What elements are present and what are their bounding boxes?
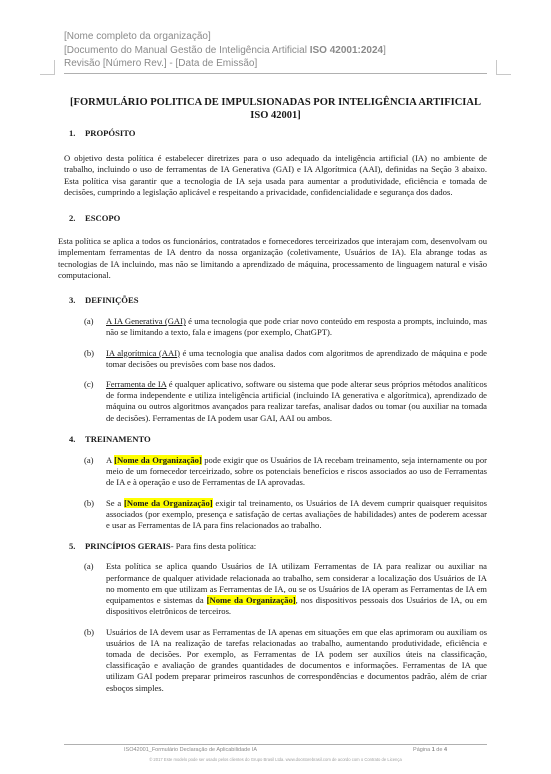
- list-item: (a) Esta política se aplica quando Usuários de IA utilizam Ferramentas de IA para realizar ou auxiliar na performance de qualquer atividade relacionada ao trabalho, sem considerar a localização dos Usuários de IA no momento em que utilizam as Ferramentas de IA, ou se os Usuários de IA operam as Ferramentas de IA em equipamentos e sistemas da [Nome da Organização], nos dispositivos pessoais dos Usuários de IA, ou em dispositivos eletrônicos de terceiros.: [84, 561, 488, 617]
- section-paragraph: Esta política se aplica a todos os funcionários, contratados e fornecedores terceirizados que interajam com, desenvolvam ou implementam ferramentas de IA dentro da nossa organização (coletivamente, Usuários de IA). Ela abrange todas as tecnologias de IA incluindo, mas não se limitando a aprendizado de máquina, processamento de linguagem natural e visão computacional.: [58, 236, 487, 280]
- header-doc: [Documento do Manual Gestão de Inteligência Artificial ISO 42001:2024]: [64, 44, 386, 56]
- margin-corner-mark: [40, 60, 55, 75]
- header-revision: Revisão [Número Rev.] - [Data de Emissão]: [64, 58, 258, 69]
- document-body: [58, 128, 488, 694]
- section-heading: 3. DEFINIÇÕES: [69, 295, 139, 306]
- page-footer: [64, 744, 487, 756]
- header-divider: [64, 73, 487, 74]
- org-name-placeholder: [Nome da Organização]: [124, 497, 213, 508]
- list-item: (a) A [Nome da Organização] pode exigir que os Usuários de IA recebam treinamento, seja internamente ou por meio de um fornecedor terceirizado, sobre os potenciais benefícios e riscos associados ao uso de Ferramentas de IA e à operação e uso de Ferramentas de IA aprovadas.: [84, 455, 488, 488]
- section-heading: 1. PROPÓSITO: [69, 128, 136, 138]
- header-org: [Nome completo da organização]: [64, 31, 211, 42]
- page-header: [64, 30, 386, 71]
- org-name-placeholder: [Nome da Organização]: [114, 455, 202, 466]
- footer-page-number: Página 1 de 4: [413, 747, 447, 753]
- section-heading: 2. ESCOPO: [69, 213, 121, 224]
- org-name-placeholder: [Nome da Organização]: [206, 595, 296, 606]
- list-item: (b) IA algorítmica (AAI) é uma tecnologia que analisa dados com algoritmos de aprendizado de máquina e pode tomar decisões ou previsões com base nos dados.: [84, 347, 487, 369]
- section-heading: 4. TREINAMENTO: [69, 433, 151, 444]
- section-heading: 5. PRINCÍPIOS GERAIS - Para fins desta política:: [69, 541, 257, 552]
- section-paragraph: O objetivo desta política é estabelecer diretrizes para o uso adequado da inteligência artificial (IA) no ambiente de trabalho, incluindo o uso de ferramentas de IA Generativa (GAI) e IA Algorítmica (AAI), definidas na Seção 3 abaixo. Esta política visa garantir que a tecnologia de IA seja usada para aumentar a produtividade, eficiência e tomada de decisões, cumprindo a legislação aplicável e respeitando a privacidade, confidencialidade e segurança dos dados.: [64, 153, 487, 197]
- footer-doc-name: ISO42001_Formulário Declaração de Aplicabilidade IA: [124, 747, 257, 753]
- list-item: (b) Usuários de IA devem usar as Ferramentas de IA apenas em situações em que elas aprimoram ou auxiliam os usuários de IA na realização de tarefas relacionadas ao trabalho, aumentando produtividade, eficiência e tomada de decisões. Por exemplo, as Ferramentas de IA podem ser auxílios úteis na classificação, classificação e avaliação de grandes quantidades de documentos e informações. Ferramentas de IA que utilizam GAI podem preparar primeiros rascunhos de correspondências e documentos padrão, além de criar esboços simples.: [84, 626, 487, 693]
- margin-corner-mark: [496, 60, 511, 75]
- list-item: (a) A IA Generativa (GAI) é uma tecnologia que pode criar novo conteúdo em resposta a prompts, incluindo, mas não se limitando a texto, fala e imagens (por exemplo, ChatGPT).: [84, 316, 487, 338]
- document-title: [FORMULÁRIO POLITICA DE IMPULSIONADAS POR INTELIGÊNCIA ARTIFICIAL ISO 42001]: [70, 97, 481, 121]
- copyright-notice: © 2017 Este modelo pode ser usado pelos clientes do Grupo Brasil Ltda. www.docstorebrasil.com de acordo com o Contrato de Licença: [149, 757, 402, 762]
- list-item: (b) Se a [Nome da Organização] exigir tal treinamento, os Usuários de IA devem cumprir quaisquer requisitos associados (por exemplo, presença e satisfação de certas avaliações de habilidades) antes de poderem acessar e usar as Ferramentas de IA para fins relacionados ao trabalho.: [84, 497, 487, 531]
- list-item: (c) Ferramenta de IA é qualquer aplicativo, software ou sistema que pode alterar seus próprios métodos analíticos de forma independente e utiliza inteligência artificial (incluindo IA generativa e algorítmica), aprendizado de máquina ou outros algoritmos avançados para realizar tarefas, analisar dados ou tomar (ou auxiliar na tomada de decisões). Ferramentas de IA podem usar GAI, AAI ou ambos.: [84, 379, 487, 423]
